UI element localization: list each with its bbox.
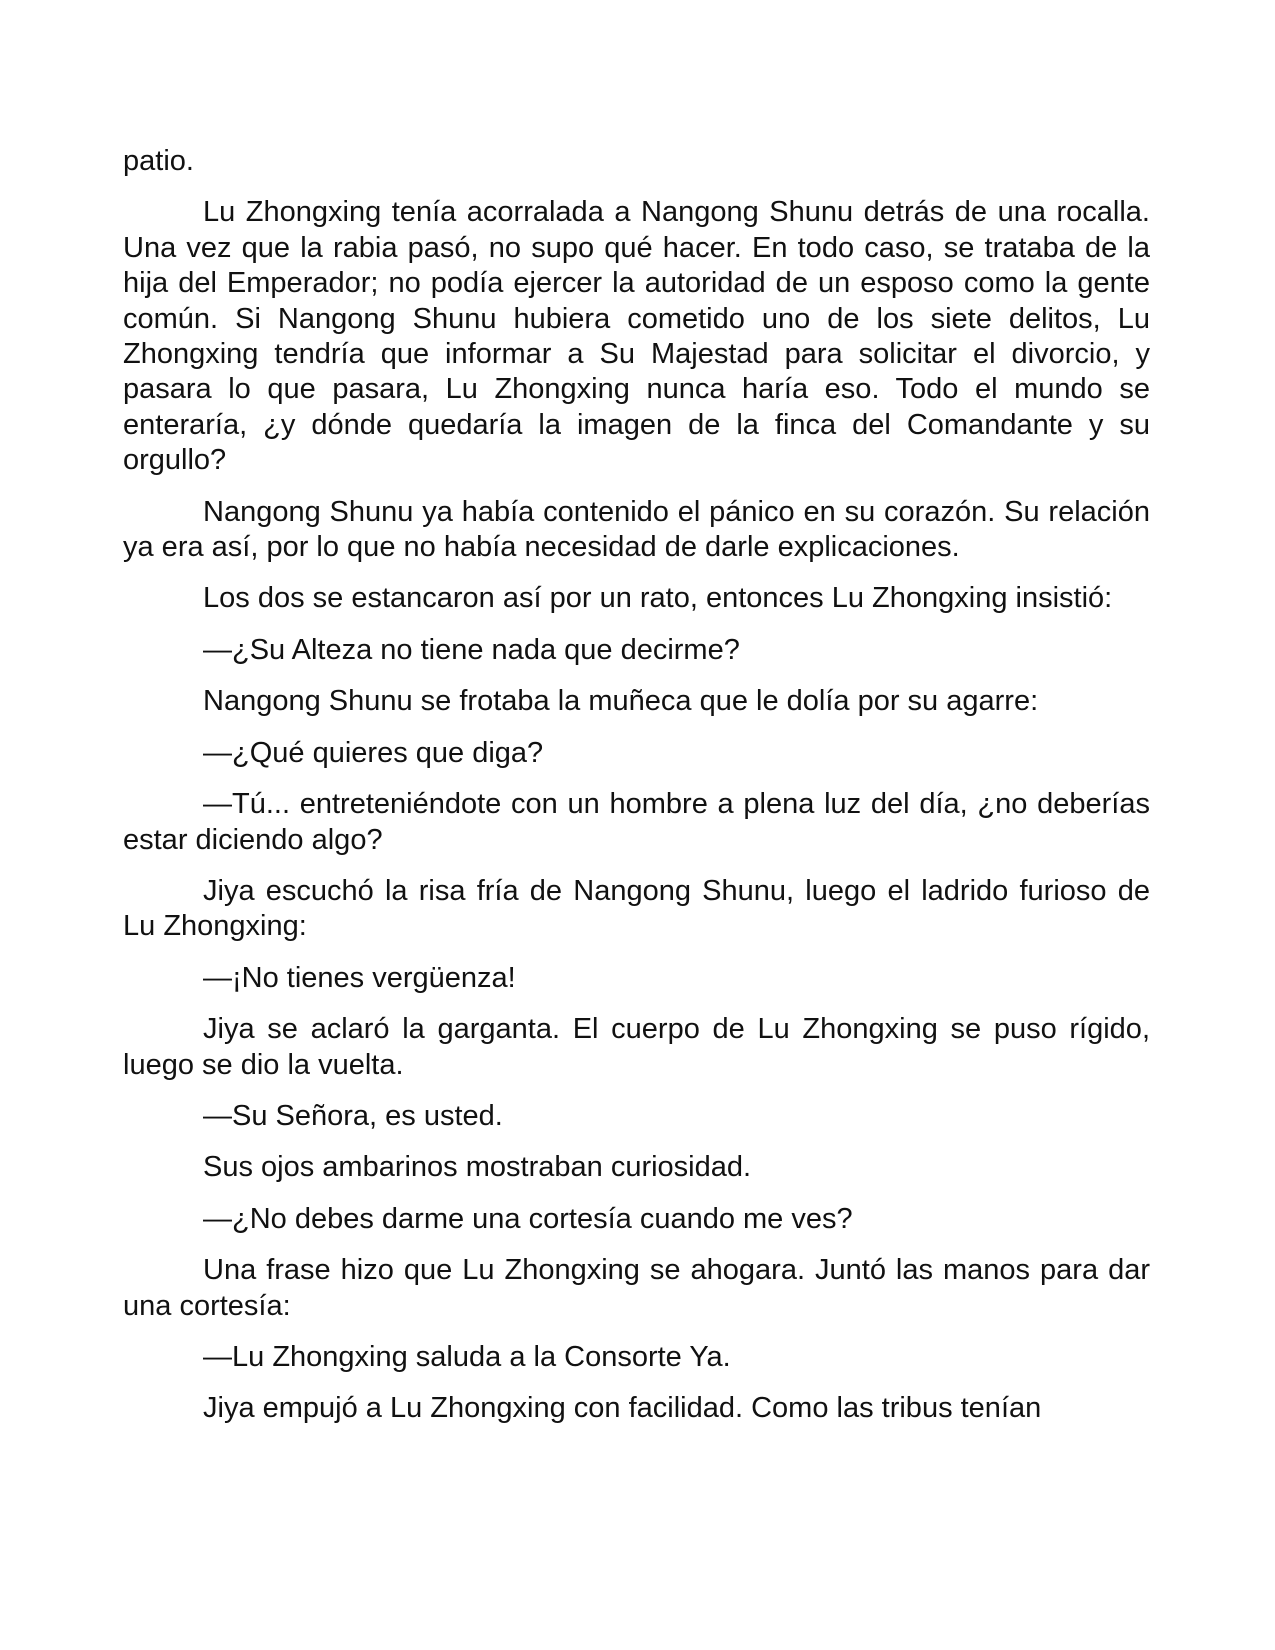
paragraph: —¿Su Alteza no tiene nada que decirme? xyxy=(203,633,740,666)
paragraph: Jiya empujó a Lu Zhongxing con facilidad. Como las tribus tenían xyxy=(203,1392,1042,1425)
paragraph: patio. xyxy=(123,145,194,177)
paragraph: —Tú... entreteniéndote con un hombre a plena luz del día, ¿no deberías estar diciendo algo? xyxy=(123,788,1150,856)
paragraph: Una frase hizo que Lu Zhongxing se ahogara. Juntó las manos para dar una cortesía: xyxy=(123,1254,1150,1322)
paragraph: —¿No debes darme una cortesía cuando me ves? xyxy=(203,1202,853,1235)
paragraph: Jiya escuchó la risa fría de Nangong Shunu, luego el ladrido furioso de Lu Zhongxing: xyxy=(123,874,1150,943)
paragraph: —Su Señora, es usted. xyxy=(203,1099,503,1132)
paragraph: Sus ojos ambarinos mostraban curiosidad. xyxy=(203,1151,752,1184)
paragraph: —¡No tienes vergüenza! xyxy=(203,961,516,994)
paragraph: Nangong Shunu ya había contenido el pánico en su corazón. Su relación ya era así, por lo que no había necesidad de darle explicaciones. xyxy=(123,495,1150,564)
paragraph: Lu Zhongxing tenía acorralada a Nangong Shunu detrás de una rocalla. Una vez que la rabia pasó, no supo qué hacer. En todo caso, se trataba de la hija del Emperador; no podía ejercer la autoridad de un esposo como la gente común. Si Nangong Shunu hubiera cometido uno de los siete delitos, Lu Zhongxing tendría que informar a Su Majestad para solicitar el divorcio, y pasara lo que pasara, Lu Zhongxing nunca haría eso. Todo el mundo se enteraría, ¿y dónde quedaría la imagen de la finca del Comandante y su orgullo? xyxy=(123,196,1150,477)
paragraph: —¿Qué quieres que diga? xyxy=(203,736,544,769)
paragraph: Jiya se aclaró la garganta. El cuerpo de Lu Zhongxing se puso rígido, luego se dio la vuelta. xyxy=(123,1013,1150,1081)
paragraph: —Lu Zhongxing saluda a la Consorte Ya. xyxy=(203,1340,731,1373)
paragraph: Los dos se estancaron así por un rato, entonces Lu Zhongxing insistió: xyxy=(203,582,1113,615)
body-text xyxy=(123,144,1150,1443)
paragraph: Nangong Shunu se frotaba la muñeca que le dolía por su agarre: xyxy=(203,685,1039,718)
